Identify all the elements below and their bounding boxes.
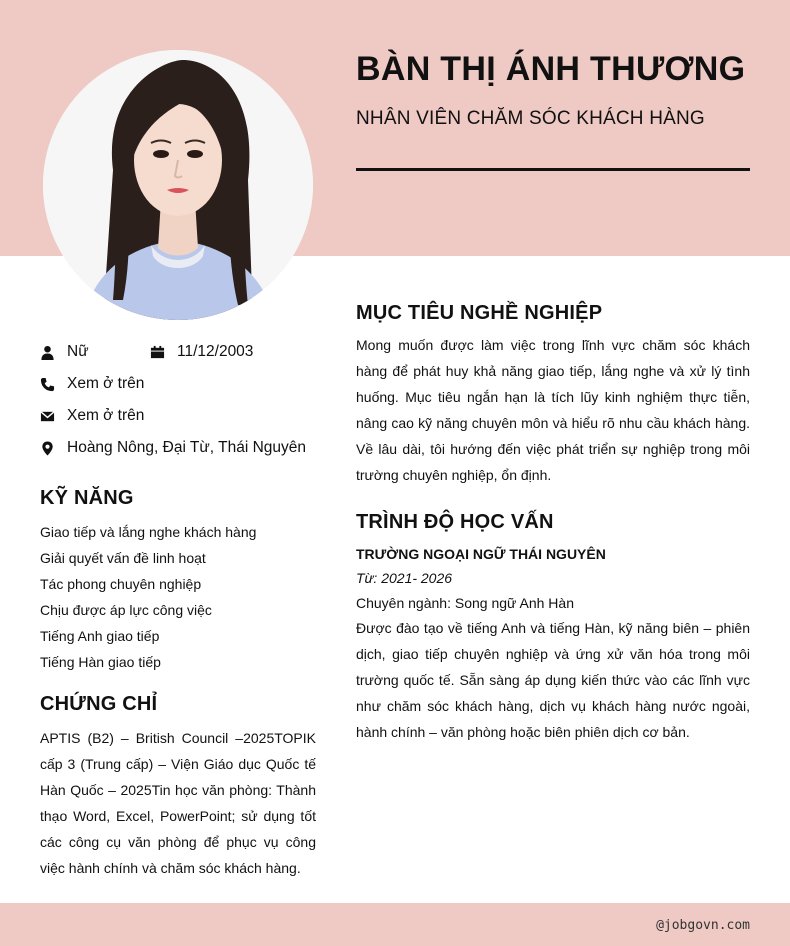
certificates-text: APTIS (B2) – British Council –2025TOPIK cấp 3 (Trung cấp) – Viện Giáo dục Quốc tế Hàn Quốc – 2025Tin học văn phòng: Thành thạo Word, Excel, PowerPoint; sử dụng tốt các công cụ văn phòng để phục vụ công việc hành chính và chăm sóc khách hàng. <box>40 730 316 876</box>
candidate-name: BÀN THỊ ÁNH THƯƠNG <box>356 50 746 88</box>
study-period: Từ: 2021- 2026 <box>356 570 453 586</box>
skill-item: Giải quyết vấn đề linh hoạt <box>40 550 206 566</box>
phone-icon <box>40 377 55 392</box>
birthdate-value: 11/12/2003 <box>177 343 254 360</box>
footer-watermark: @jobgovn.com <box>656 918 750 933</box>
job-title: NHÂN VIÊN CHĂM SÓC KHÁCH HÀNG <box>356 108 705 129</box>
skill-item: Tiếng Hàn giao tiếp <box>40 654 161 670</box>
objective-title: MỤC TIÊU NGHỀ NGHIỆP <box>356 302 603 324</box>
birthdate-row <box>150 343 253 361</box>
phone-value: Xem ở trên <box>67 375 145 392</box>
location-pin-icon <box>40 441 55 456</box>
gender-value: Nữ <box>67 343 89 360</box>
email-value: Xem ở trên <box>67 407 145 424</box>
profile-photo <box>43 50 313 320</box>
education-description: Được đào tạo về tiếng Anh và tiếng Hàn, kỹ năng biên – phiên dịch, giao tiếp chuyên nghiệp và ứng xử văn hóa trong môi trường quốc tế. Sẵn sàng áp dụng kiến thức vào các lĩnh vực như chăm sóc khách hàng, dịch vụ khách hàng nước ngoài, hành chính – văn phòng hoặc biên phiên dịch cơ bản. <box>356 620 750 740</box>
school-name: TRƯỜNG NGOẠI NGỮ THÁI NGUYÊN <box>356 546 606 562</box>
email-row <box>40 407 144 425</box>
title-divider <box>356 168 750 171</box>
address-value: Hoàng Nông, Đại Từ, Thái Nguyên <box>67 439 306 456</box>
skills-title: KỸ NĂNG <box>40 487 134 509</box>
skill-item: Chịu được áp lực công việc <box>40 602 212 618</box>
address-row <box>40 439 306 457</box>
skill-item: Tiếng Anh giao tiếp <box>40 628 160 644</box>
objective-text: Mong muốn được làm việc trong lĩnh vực chăm sóc khách hàng để phát huy khả năng giao tiếp, lắng nghe và xử lý tình huống. Mục tiêu ngắn hạn là tích lũy kinh nghiệm thực tiễn, nâng cao kỹ năng chuyên môn và hiểu rõ nhu cầu khách hàng. Về lâu dài, tôi hướng đến việc phát triển sự nghiệp trong môi trường chuyên nghiệp, ổn định. <box>356 337 750 483</box>
user-icon <box>40 345 55 360</box>
major: Chuyên ngành: Song ngữ Anh Hàn <box>356 595 574 611</box>
calendar-icon <box>150 345 165 360</box>
gender-row <box>40 343 89 361</box>
education-title: TRÌNH ĐỘ HỌC VẤN <box>356 511 554 533</box>
phone-row <box>40 375 144 393</box>
skill-item: Tác phong chuyên nghiệp <box>40 576 202 592</box>
skill-item: Giao tiếp và lắng nghe khách hàng <box>40 524 257 540</box>
mail-icon <box>40 409 55 424</box>
certificates-title: CHỨNG CHỈ <box>40 693 158 715</box>
